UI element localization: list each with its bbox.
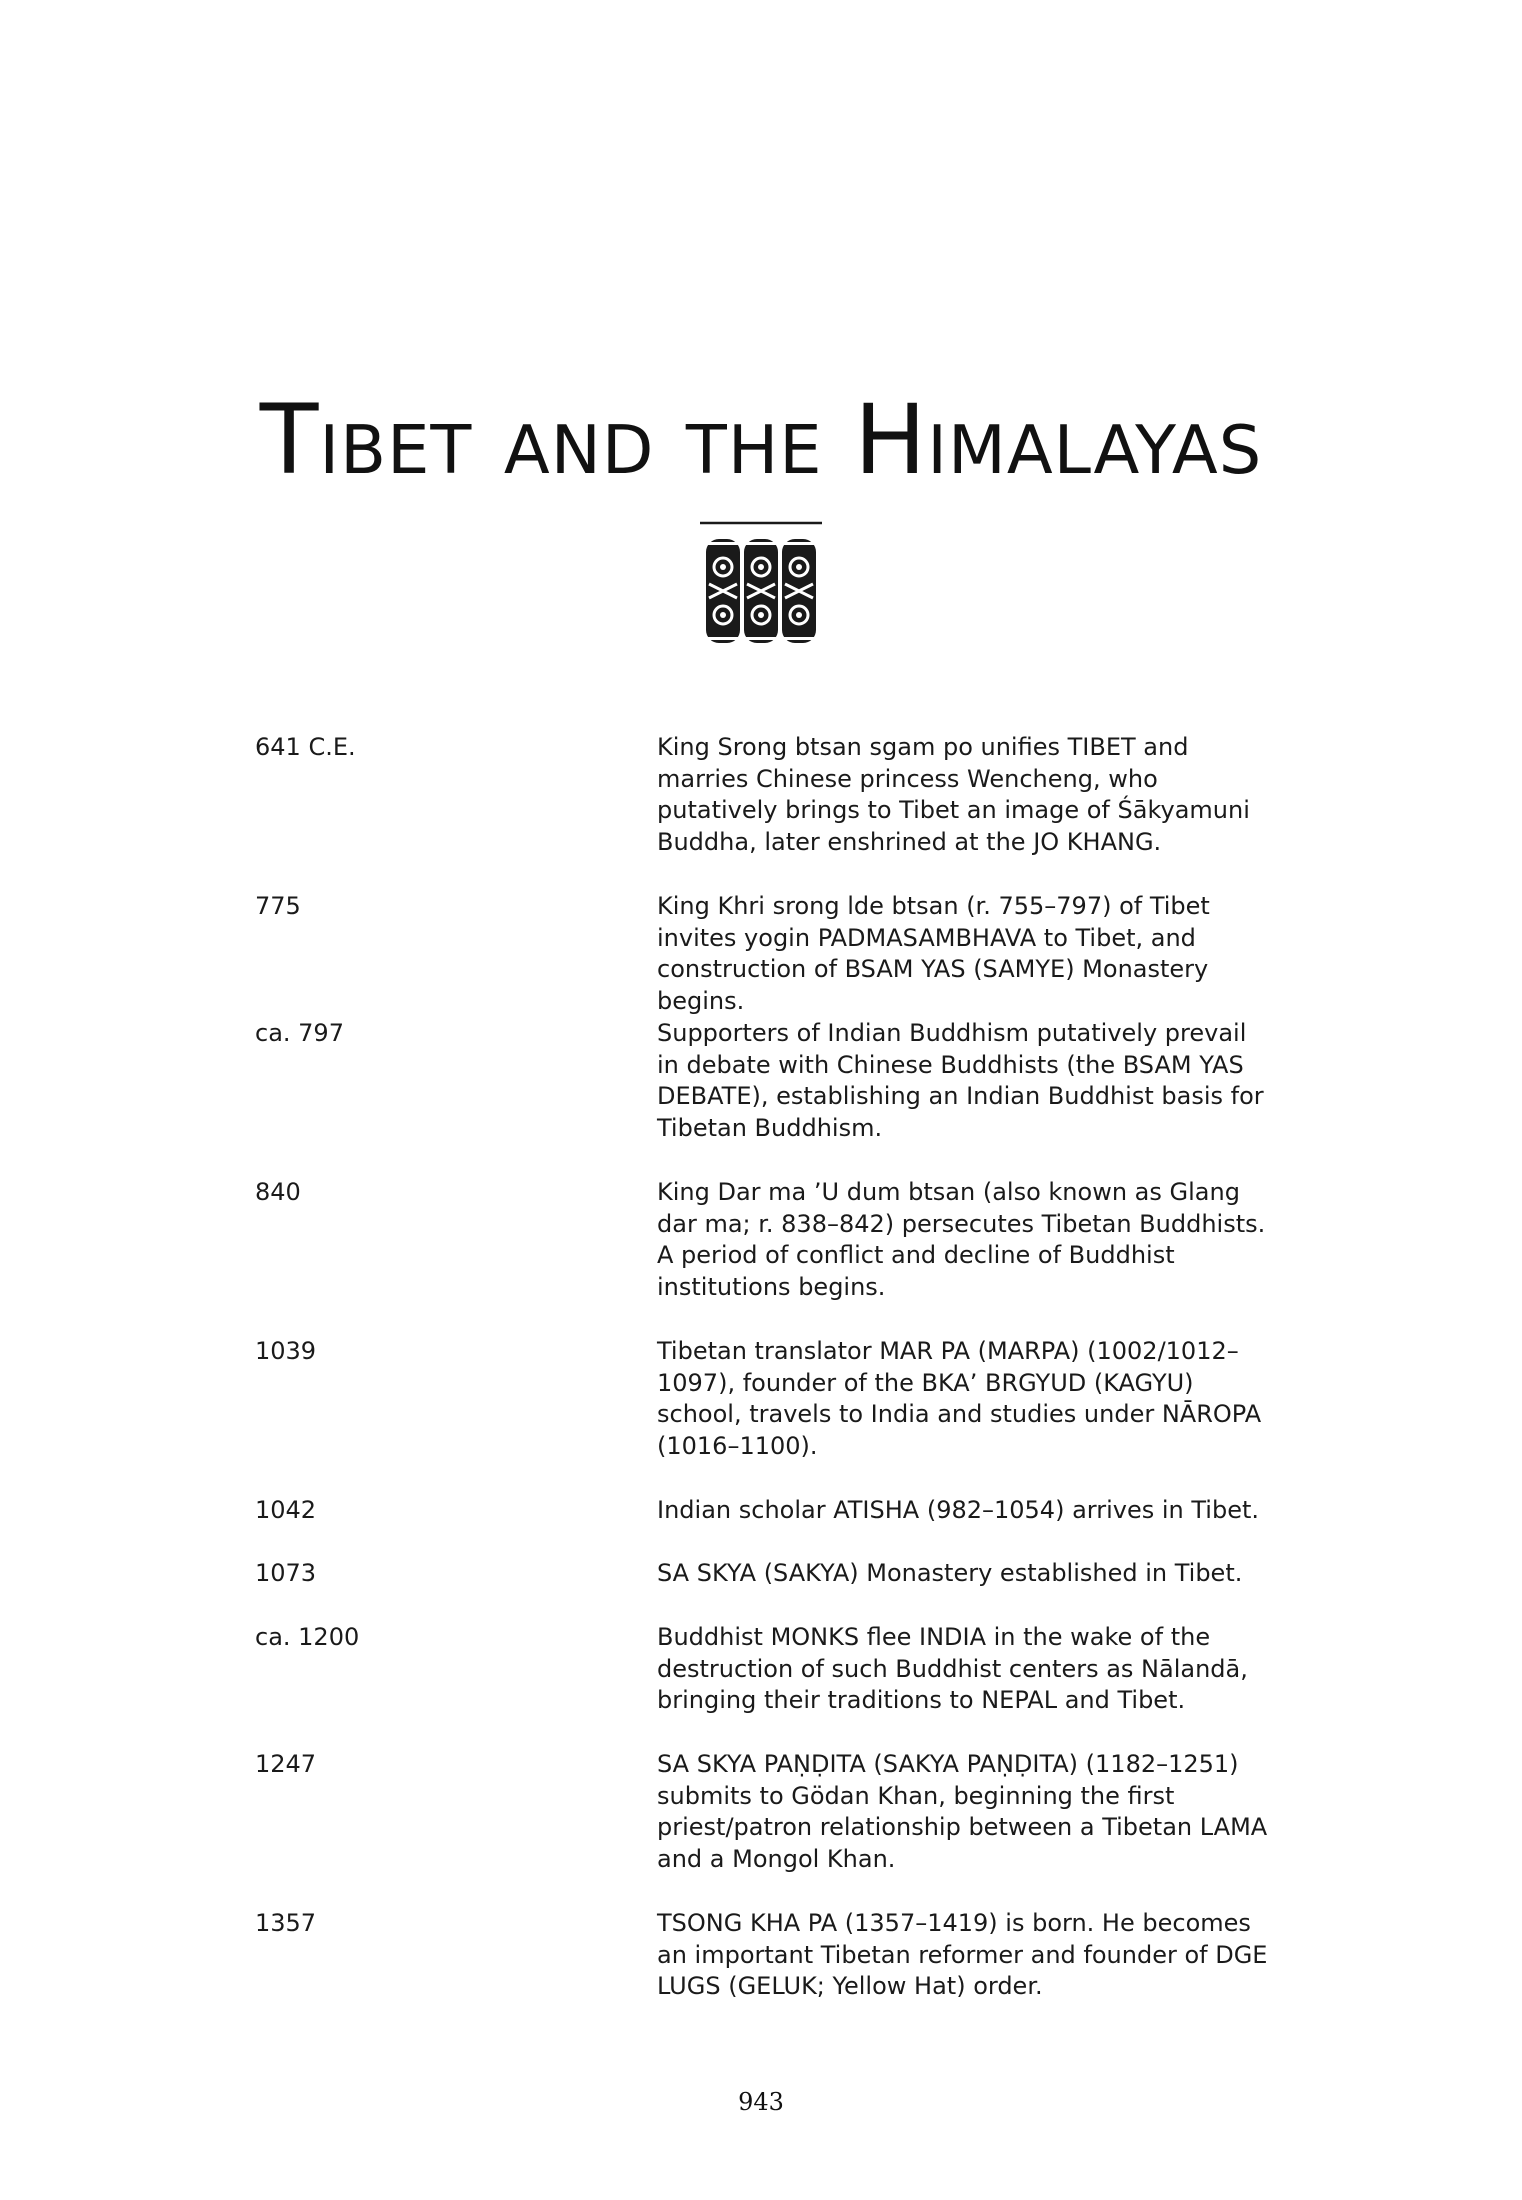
entry-text: Buddhist MONKS flee INDIA in the wake of the destruction of such Buddhist centers as Nālandā, bringing their traditions to NEPAL and Tibet. bbox=[657, 1623, 1248, 1714]
entry-date: 775 bbox=[255, 892, 301, 920]
entry-date: 1247 bbox=[255, 1750, 317, 1778]
entry-text: SA SKYA PAṆḌITA (SAKYA PAṆḌITA) (1182–1251) submits to Gödan Khan, beginning the first priest/patron relationship between a Tibetan LAMA and a Mongol Khan. bbox=[657, 1750, 1268, 1873]
entry-date: 1073 bbox=[255, 1559, 317, 1587]
entry-date: 1042 bbox=[255, 1496, 317, 1524]
entry-text: King Dar ma ’U dum btsan (also known as Glang dar ma; r. 838–842) persecutes Tibetan Buddhists. A period of conflict and decline of Buddhist institutions begins. bbox=[657, 1178, 1266, 1301]
entry-text: King Khri srong lde btsan (r. 755–797) of Tibet invites yogin PADMASAMBHAVA to Tibet, and construction of BSAM YAS (SAMYE) Monastery begins. bbox=[657, 892, 1210, 1015]
dzi-beads-icon bbox=[691, 517, 831, 647]
entry-date: 1357 bbox=[255, 1909, 317, 1937]
entry-text: SA SKYA (SAKYA) Monastery established in Tibet. bbox=[657, 1559, 1243, 1587]
chapter-title: Tibet and the Himalayas bbox=[259, 384, 1263, 496]
dzi-bead bbox=[706, 539, 740, 643]
dzi-bead bbox=[744, 539, 778, 643]
page-number: 943 bbox=[738, 2088, 784, 2116]
dzi-bead bbox=[782, 539, 816, 643]
entry-date: ca. 797 bbox=[255, 1019, 344, 1047]
entry-text: Supporters of Indian Buddhism putatively prevail in debate with Chinese Buddhists (the BSAM YAS DEBATE), establishing an Indian Buddhist basis for Tibetan Buddhism. bbox=[657, 1019, 1264, 1142]
entry-text: TSONG KHA PA (1357–1419) is born. He becomes an important Tibetan reformer and founder of DGE LUGS (GELUK; Yellow Hat) order. bbox=[657, 1909, 1268, 2000]
entry-date: 1039 bbox=[255, 1337, 317, 1365]
entry-date: 840 bbox=[255, 1178, 301, 1206]
entry-date: 641 C.E. bbox=[255, 733, 356, 761]
entry-text: King Srong btsan sgam po unifies TIBET and marries Chinese princess Wencheng, who putatively brings to Tibet an image of Śākyamuni Buddha, later enshrined at the JO KHANG. bbox=[657, 733, 1250, 856]
entry-text: Indian scholar ATISHA (982–1054) arrives in Tibet. bbox=[657, 1496, 1259, 1524]
entry-date: ca. 1200 bbox=[255, 1623, 360, 1651]
entry-text: Tibetan translator MAR PA (MARPA) (1002/1012–1097), founder of the BKA’ BRGYUD (KAGYU) school, travels to India and studies under NĀROPA (1016–1100). bbox=[657, 1337, 1262, 1460]
